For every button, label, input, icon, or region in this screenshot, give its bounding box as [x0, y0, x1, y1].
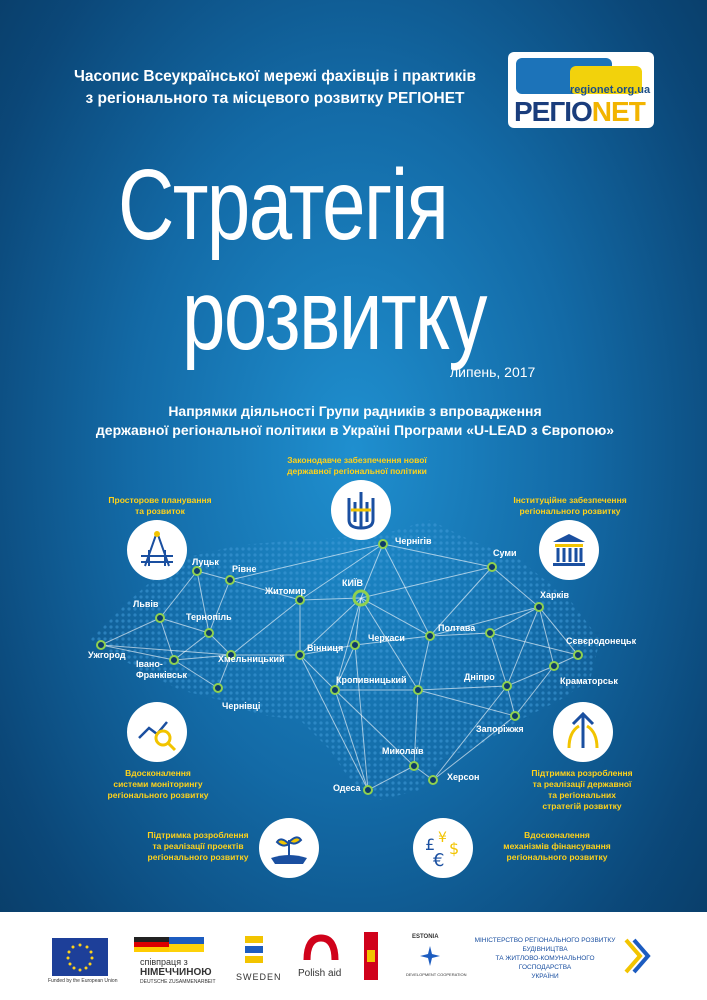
- germany-line-2: НІМЕЧЧИНОЮ: [140, 967, 212, 978]
- subtitle-line-1: Напрямки діяльності Групи радників з впровадження: [168, 403, 542, 419]
- direction-monitoring-line-1: Вдосконалення: [125, 768, 191, 778]
- city-node-poltava2: [486, 629, 494, 637]
- city-node-ivano: [170, 656, 178, 664]
- direction-projects-label: [128, 830, 268, 863]
- ministry-text: [470, 936, 620, 981]
- city-node-chernivtsi: [214, 684, 222, 692]
- city-ivano-frankivsk-1: Івано-: [136, 659, 163, 669]
- city-lviv: Львів: [133, 599, 159, 609]
- direction-institutional-line-2: регіонального розвитку: [519, 506, 621, 516]
- city-chernivtsi: Чернівці: [222, 701, 261, 711]
- direction-monitoring-line-2: системи моніторингу: [113, 779, 203, 789]
- direction-finance-line-2: механізмів фінансування: [503, 841, 611, 851]
- sweden-text: SWEDEN: [236, 972, 282, 982]
- direction-institutional-label: [485, 495, 655, 517]
- city-node-ternopil: [205, 629, 213, 637]
- city-mykolaiv: Миколаїв: [382, 746, 424, 756]
- ministry-line-4: УКРАЇНИ: [531, 973, 559, 980]
- city-ternopil: Тернопіль: [186, 612, 232, 622]
- city-node-zhytomyr: [296, 596, 304, 604]
- city-node-kherson: [429, 776, 437, 784]
- header-line-2: з регіонального та місцевого розвитку РЕГІОНЕТ: [85, 90, 465, 107]
- city-kramatorsk: Краматорськ: [560, 676, 618, 686]
- direction-spatial-line-2: та розвиток: [135, 506, 185, 516]
- title-line-2: розвитку: [182, 259, 486, 371]
- city-lutsk: Луцьк: [192, 557, 219, 567]
- logo-name-part1: РЕГІО: [514, 96, 592, 127]
- city-node-lutsk: [193, 567, 201, 575]
- city-ivano-frankivsk-2: Франківськ: [136, 670, 187, 680]
- header-line-1: Часопис Всеукраїнської мережі фахівців і практиків: [73, 68, 477, 85]
- germany-line-3: DEUTSCHE ZUSAMMENARBEIT: [140, 979, 216, 985]
- city-rivne: Рівне: [232, 564, 257, 574]
- ministry-chevron-icon: [622, 936, 652, 976]
- direction-finance-line-1: Вдосконалення: [524, 830, 590, 840]
- issue-date: липень, 2017: [450, 364, 536, 380]
- city-node-zapor: [511, 712, 519, 720]
- estonia-cooperation-icon: [418, 944, 442, 968]
- eu-flag-icon: [52, 938, 108, 976]
- trident-icon: [331, 480, 391, 540]
- city-odesa: Одеса: [333, 783, 361, 793]
- arrows-up-icon: [553, 702, 613, 762]
- city-khmelnytskyi: Хмельницький: [218, 654, 285, 664]
- city-kherson: Херсон: [447, 772, 480, 782]
- city-node-mykolaiv: [410, 762, 418, 770]
- city-node-dnipro2: [503, 682, 511, 690]
- eu-caption: Funded by the European Union: [48, 978, 118, 984]
- city-kyiv: КИЇВ: [342, 578, 363, 588]
- direction-strategies-line-1: Підтримка розроблення: [531, 768, 633, 778]
- svg-text:¥: ¥: [438, 830, 447, 846]
- city-dnipro: Дніпро: [464, 672, 495, 682]
- svg-text:$: $: [449, 839, 460, 858]
- direction-strategies-line-2: та реалізації державної: [532, 779, 632, 789]
- city-node-odesa: [364, 786, 372, 794]
- direction-finance-line-3: регіонального розвитку: [506, 852, 608, 862]
- city-node-rivne: [226, 576, 234, 584]
- institution-icon: [539, 520, 599, 580]
- city-uzhhorod: Ужгород: [88, 650, 126, 660]
- city-kharkiv: Харків: [540, 590, 570, 600]
- direction-spatial-line-1: Просторове планування: [108, 495, 212, 505]
- direction-legal-line-1: Законодавче забезпечення нової: [287, 455, 427, 465]
- subtitle-line-2: державної регіональної політики в Україні Програми «U-LEAD з Європою»: [95, 422, 615, 438]
- city-sumy: Суми: [493, 548, 517, 558]
- direction-finance-label: [482, 830, 632, 863]
- ministry-line-3: ТА ЖИТЛОВО-КОМУНАЛЬНОГО ГОСПОДАРСТВА: [495, 955, 595, 971]
- city-poltava: Полтава: [438, 623, 476, 633]
- direction-legal-label: [262, 455, 452, 477]
- direction-spatial-label: [90, 495, 230, 517]
- direction-strategies-label: [512, 768, 652, 812]
- city-node-kharkiv: [535, 603, 543, 611]
- direction-monitoring-label: [88, 768, 228, 801]
- city-cherkasy: Черкаси: [368, 633, 405, 643]
- plant-hand-icon: [259, 818, 319, 878]
- city-node-kramatorsk: [550, 662, 558, 670]
- direction-monitoring-line-3: регіонального розвитку: [107, 790, 209, 800]
- city-node-lviv: [156, 614, 164, 622]
- city-node-poltava: [426, 632, 434, 640]
- city-node-dnipro: [414, 686, 422, 694]
- chart-magnifier-icon: [127, 702, 187, 762]
- logo-name-part2: NET: [591, 96, 645, 127]
- city-node-sievierodonetsk: [574, 651, 582, 659]
- city-sievierodonetsk: Сєвєродонецьк: [566, 636, 637, 646]
- estonia-sub-text: DEVELOPMENT COOPERATION: [406, 972, 467, 977]
- sweden-crowns-icon: [243, 934, 265, 966]
- logo-url: regionet.org.ua: [570, 84, 651, 96]
- currency-icon: [413, 818, 473, 878]
- partner-logos-footer: [0, 912, 707, 1000]
- city-vinnytsia: Вінниця: [307, 643, 344, 653]
- ministry-line-1: МІНІСТЕРСТВО РЕГІОНАЛЬНОГО РОЗВИТКУ: [474, 937, 616, 944]
- city-node-uzhhorod: [97, 641, 105, 649]
- germany-ukraine-flag-icon: [134, 937, 204, 953]
- compass-icon: [127, 520, 187, 580]
- city-node-vinnytsia: [296, 651, 304, 659]
- city-node-chernihiv: [379, 540, 387, 548]
- estonia-text: ESTONIA: [412, 934, 439, 940]
- germany-line-1: співпраця з: [140, 957, 188, 967]
- svg-text:€: €: [433, 850, 445, 871]
- polish-aid-text: Polish aid: [298, 968, 342, 979]
- direction-legal-line-2: державної регіональної політики: [287, 466, 427, 476]
- city-zaporizhzhia: Запоріжжя: [476, 724, 524, 734]
- city-node-sumy: [488, 563, 496, 571]
- svg-text:£: £: [425, 835, 436, 854]
- city-node-cherkasy: [351, 641, 359, 649]
- city-chernihiv: Чернігів: [395, 536, 432, 546]
- city-node-kropyv: [331, 686, 339, 694]
- polish-aid-icon: [303, 932, 339, 964]
- city-zhytomyr: Житомир: [265, 586, 307, 596]
- direction-projects-line-3: регіонального розвитку: [147, 852, 249, 862]
- city-kropyvnytskyi: Кропивницький: [336, 675, 407, 685]
- swiss-emblem-icon: [364, 932, 378, 980]
- direction-strategies-line-4: стратегій розвитку: [542, 801, 622, 811]
- direction-projects-line-2: та реалізації проектів: [152, 841, 244, 851]
- direction-strategies-line-3: та регіональних: [548, 790, 616, 800]
- direction-institutional-line-1: Інституційне забезпечення: [513, 495, 627, 505]
- title-line-1: Стратегія: [118, 149, 448, 261]
- ministry-line-2: БУДІВНИЦТВА: [522, 946, 568, 953]
- direction-projects-line-1: Підтримка розроблення: [147, 830, 249, 840]
